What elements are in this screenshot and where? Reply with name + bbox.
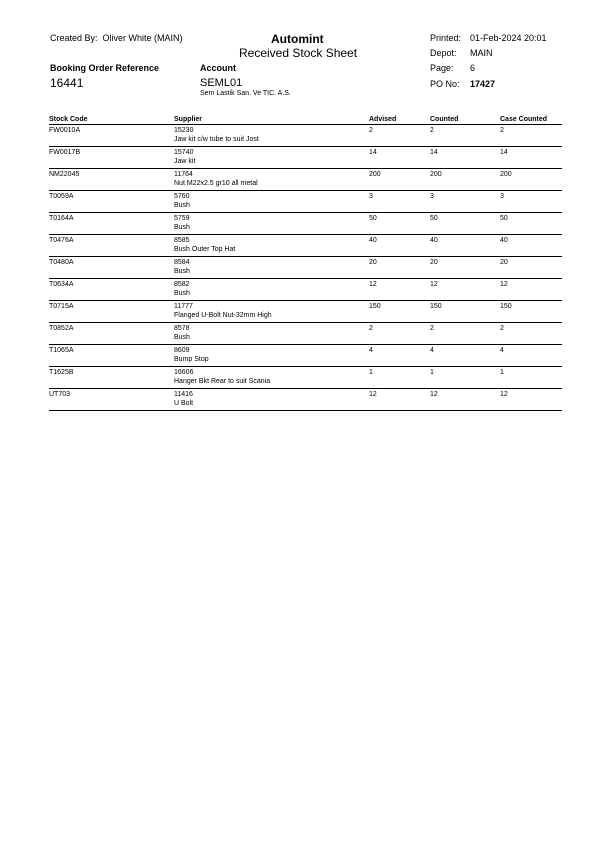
table-row (49, 169, 562, 191)
supplier-code: 8585 (174, 237, 190, 244)
cell-counted: 200 (430, 171, 442, 178)
cell-stock-code: FW0017B (49, 149, 81, 156)
account-label: Account (200, 63, 236, 73)
page-value: 6 (470, 63, 476, 73)
page-label: Page: (430, 63, 454, 73)
supplier-code: 15740 (174, 149, 194, 156)
cell-supplier (174, 368, 270, 386)
cell-stock-code: T0476A (49, 237, 74, 244)
cell-supplier (174, 390, 193, 408)
item-description: Bush (174, 290, 190, 297)
cell-advised: 200 (369, 171, 381, 178)
cell-case-counted: 200 (500, 171, 512, 178)
booking-ref-value: 16441 (50, 76, 84, 90)
item-description: Jaw kit (174, 158, 196, 165)
printed-value: 01-Feb-2024 20:01 (470, 33, 547, 43)
cell-advised: 150 (369, 303, 381, 310)
cell-counted: 4 (430, 347, 434, 354)
booking-ref-label: Booking Order Reference (50, 63, 160, 73)
cell-stock-code: T0852A (49, 325, 74, 332)
cell-supplier (174, 280, 190, 298)
cell-counted: 40 (430, 237, 438, 244)
cell-stock-code: UT703 (49, 391, 71, 398)
cell-advised: 20 (369, 259, 377, 266)
table-row (49, 389, 562, 411)
supplier-code: 11416 (174, 391, 193, 398)
cell-counted: 14 (430, 149, 438, 156)
cell-counted: 12 (430, 281, 438, 288)
cell-case-counted: 150 (500, 303, 512, 310)
table-row (49, 323, 562, 345)
supplier-code: 8578 (174, 325, 190, 332)
cell-counted: 50 (430, 215, 438, 222)
account-name: Sem Lastik San. Ve TIC. A.S. (200, 90, 291, 97)
item-description: Bump Stop (174, 356, 209, 363)
cell-advised: 50 (369, 215, 377, 222)
item-description: Bush (174, 224, 190, 231)
cell-supplier (174, 126, 259, 144)
cell-case-counted: 2 (500, 127, 504, 134)
table-header (49, 114, 562, 125)
item-description: Flanged U-Bolt Nut-32mm High (174, 312, 272, 319)
cell-counted: 12 (430, 391, 438, 398)
cell-stock-code: NM22045 (49, 171, 80, 178)
supplier-code: 5760 (174, 193, 190, 200)
column-header-stock-code: Stock Code (49, 116, 88, 123)
supplier-code: 8609 (174, 347, 190, 354)
cell-supplier (174, 170, 258, 188)
table-row (49, 125, 562, 147)
item-description: Bush (174, 202, 190, 209)
company-name: Automint (271, 32, 324, 46)
created-by (50, 33, 183, 43)
cell-counted: 2 (430, 325, 434, 332)
table-row (49, 235, 562, 257)
cell-advised: 2 (369, 127, 373, 134)
cell-advised: 4 (369, 347, 373, 354)
table-row (49, 147, 562, 169)
cell-supplier (174, 214, 190, 232)
item-description: Nut M22x2.5 gr10 all metal (174, 180, 258, 187)
supplier-code: 15230 (174, 127, 194, 134)
item-description: Hanger Bkt Rear to suit Scania (174, 378, 271, 385)
table-body (49, 125, 562, 411)
depot-label: Depot: (430, 48, 457, 58)
cell-stock-code: T0634A (49, 281, 74, 288)
cell-case-counted: 4 (500, 347, 504, 354)
supplier-code: 11777 (174, 303, 193, 310)
cell-supplier (174, 258, 190, 276)
table-row (49, 345, 562, 367)
cell-case-counted: 40 (500, 237, 508, 244)
table-row (49, 367, 562, 389)
supplier-code: 8584 (174, 259, 190, 266)
cell-supplier (174, 148, 195, 166)
cell-supplier (174, 236, 235, 254)
cell-case-counted: 12 (500, 281, 508, 288)
table-row (49, 279, 562, 301)
cell-stock-code: T1625B (49, 369, 74, 376)
cell-counted: 3 (430, 193, 434, 200)
cell-supplier (174, 302, 272, 320)
cell-case-counted: 2 (500, 325, 504, 332)
cell-case-counted: 1 (500, 369, 504, 376)
cell-stock-code: T1065A (49, 347, 74, 354)
item-description: Bush (174, 268, 190, 275)
cell-stock-code: FW0010A (49, 127, 81, 134)
cell-advised: 3 (369, 193, 373, 200)
created-by-value: Oliver White (MAIN) (102, 33, 183, 43)
column-header-advised: Advised (369, 116, 397, 123)
cell-stock-code: T0480A (49, 259, 74, 266)
po-value: 17427 (470, 79, 496, 89)
cell-advised: 2 (369, 325, 373, 332)
cell-supplier (174, 346, 209, 364)
item-description: Bush Outer Top Hat (174, 246, 236, 253)
table-row (49, 301, 562, 323)
column-header-supplier: Supplier (174, 116, 203, 123)
item-description: U Bolt (174, 400, 194, 407)
cell-advised: 1 (369, 369, 373, 376)
table-row (49, 213, 562, 235)
item-description: Bush (174, 334, 190, 341)
supplier-code: 8582 (174, 281, 190, 288)
cell-advised: 12 (369, 391, 377, 398)
table-row (49, 257, 562, 279)
table-row (49, 191, 562, 213)
cell-case-counted: 12 (500, 391, 508, 398)
printed-label: Printed: (430, 33, 462, 43)
supplier-code: 11764 (174, 171, 193, 178)
cell-counted: 20 (430, 259, 438, 266)
cell-advised: 14 (369, 149, 377, 156)
depot-value: MAIN (470, 48, 493, 58)
cell-counted: 2 (430, 127, 434, 134)
supplier-code: 5759 (174, 215, 190, 222)
cell-advised: 40 (369, 237, 377, 244)
cell-supplier (174, 192, 190, 210)
cell-advised: 12 (369, 281, 377, 288)
column-header-case-counted: Case Counted (500, 116, 548, 123)
po-label: PO No: (430, 79, 460, 89)
item-description: Jaw kit c/w tube to suit Jost (174, 136, 259, 143)
account-value: SEML01 (200, 77, 243, 89)
cell-case-counted: 3 (500, 193, 504, 200)
received-stock-table (49, 114, 562, 411)
cell-stock-code: T0059A (49, 193, 74, 200)
sheet-title: Received Stock Sheet (239, 46, 358, 60)
cell-case-counted: 20 (500, 259, 508, 266)
cell-stock-code: T0164A (49, 215, 74, 222)
column-header-counted: Counted (430, 116, 459, 123)
cell-case-counted: 14 (500, 149, 508, 156)
cell-counted: 150 (430, 303, 442, 310)
cell-case-counted: 50 (500, 215, 508, 222)
cell-supplier (174, 324, 190, 342)
cell-stock-code: T0715A (49, 303, 74, 310)
supplier-code: 16606 (174, 369, 194, 376)
cell-counted: 1 (430, 369, 434, 376)
created-by-label: Created By: (50, 33, 98, 43)
